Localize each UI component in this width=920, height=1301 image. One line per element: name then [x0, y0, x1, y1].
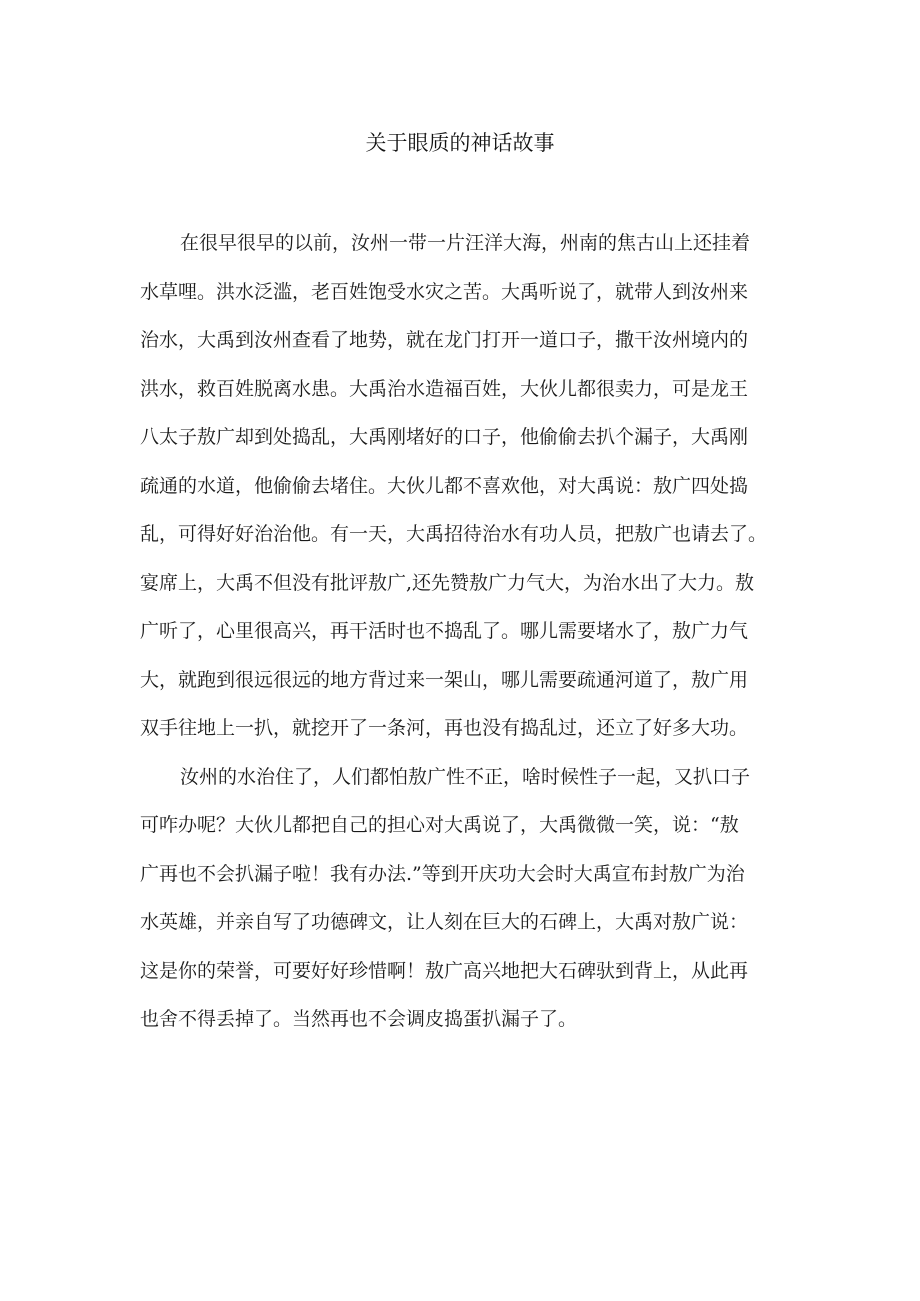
text-line: 广再也不会扒漏子啦！我有办法.”等到开庆功大会时大禹宣布封敖广为治 [140, 862, 745, 885]
paragraph-2 [140, 753, 780, 1044]
text-line: 这是你的荣誉，可要好好珍惜啊！敖广高兴地把大石碑驮到背上，从此再 [140, 959, 749, 982]
text-line: 疏通的水道，他偷偷去堵住。大伙儿都不喜欢他，对大禹说：敖广四处捣 [140, 474, 749, 497]
text-line: 广听了，心里很高兴，再干活时也不捣乱了。哪儿需要堵水了，敖广力气 [140, 620, 749, 642]
text-line: 大，就跑到很远很远的地方背过来一架山，哪儿需要疏通河道了，敖广用 [140, 668, 749, 691]
text-line: 八太子敖广却到处捣乱，大禹刚堵好的口子，他偷偷去扒个漏子，大禹刚 [140, 426, 749, 448]
text-line: 治水，大禹到汝州查看了地势，就在龙门打开一道口子，撒干汝州境内的 [140, 329, 749, 351]
paragraph-1 [140, 219, 780, 753]
document-body [140, 219, 780, 1044]
document-title: 关于眼质的神话故事 [365, 131, 555, 155]
text-line: 双手往地上一扒，就挖开了一条河，再也没有捣乱过，还立了好多大功。 [140, 717, 749, 739]
text-line: 也舍不得丢掉了。当然再也不会调皮捣蛋扒漏子了。 [140, 1008, 578, 1030]
text-line: 宴席上，大禹不但没有批评敖广,还先赞敖广力气大，为治水出了大力。敖 [140, 571, 755, 594]
text-line: 乱，可得好好治治他。有一天，大禹招待治水有功人员，把敖广也请去了。 [140, 523, 768, 545]
text-line: 在很早很早的以前，汝州一带一片汪洋大海，州南的焦古山上还挂着 [180, 232, 751, 254]
text-line: 汝州的水治住了，人们都怕敖广性不正，啥时候性子一起，又扒口子 [180, 765, 751, 788]
text-line: 水英雄，并亲自写了功德碑文，让人刻在巨大的石碑上，大禹对敖广说： [140, 911, 749, 933]
text-line: 洪水，救百姓脱离水患。大禹治水造福百姓，大伙儿都很卖力，可是龙王 [140, 377, 749, 400]
text-line: 水草哩。洪水泛滥，老百姓饱受水灾之苦。大禹听说了，就带人到汝州来 [140, 280, 749, 303]
text-line: 可咋办呢？大伙儿都把自己的担心对大禹说了，大禹微微一笑，说：“敖 [140, 814, 739, 836]
